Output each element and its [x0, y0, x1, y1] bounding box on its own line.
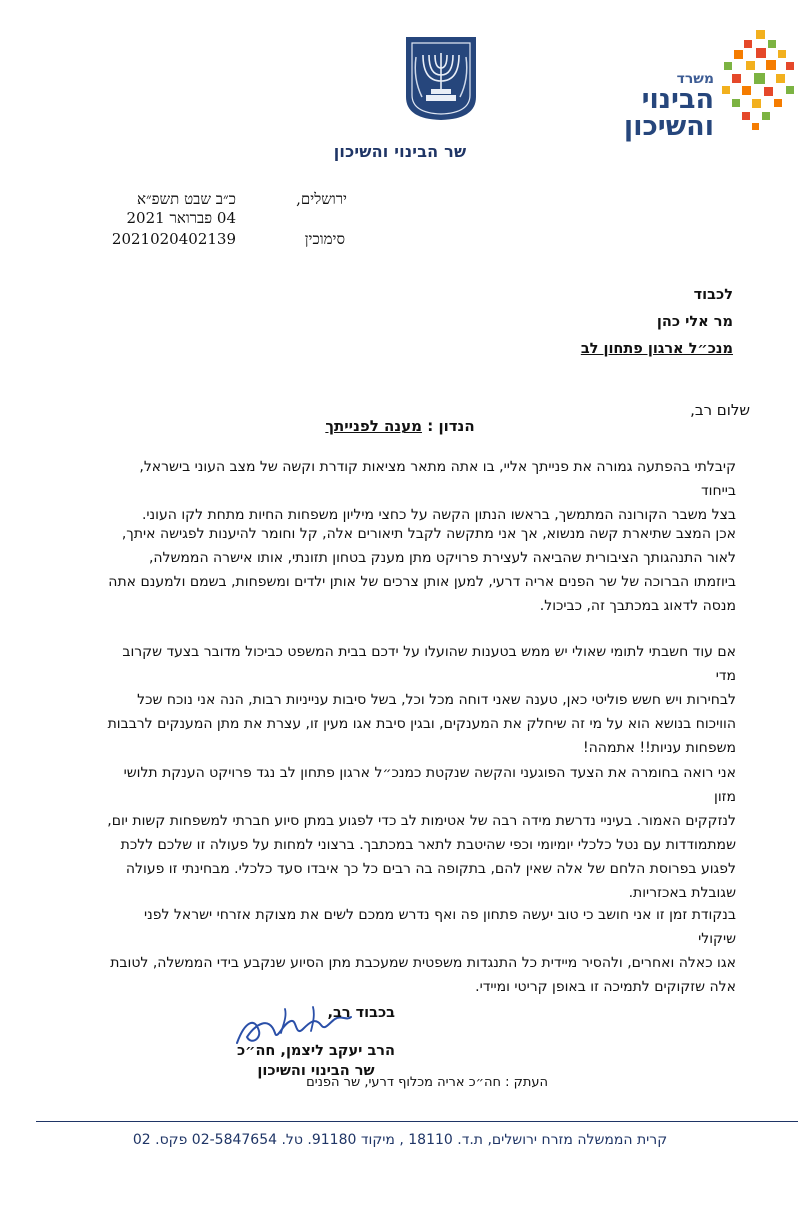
- paragraph-line: שמתמודדות עם נטל כלכלי יומיומי וכפי שהיטבת לתאר במכתבך. ברצוני למחות על פעולה זו שלכם ללכת: [120, 837, 736, 853]
- signer-name: הרב יעקב ליצמן, חה״כ: [236, 1043, 395, 1059]
- hebrew-date: כ״ב שבט תשפ״א: [136, 190, 236, 208]
- ministry-logo-dots-icon: [720, 28, 800, 132]
- paragraph-1: [106, 455, 736, 527]
- gregorian-date: 04 פברואר 2021: [126, 209, 236, 227]
- paragraph-4: [106, 761, 736, 905]
- paragraph-line: לפגוע בפרוסת הלחם של אלה שאין להם, בתקופה בה רבים כל כך איבדו סעד כלכלי. מבחינתי זו פעולה: [125, 861, 736, 877]
- paragraph-line: קיבלתי בהפתעה גמורה את פנייתך אליי, בו אתה מתאר מציאות קודרת וקשה של מצב העוני בישראל, בייחוד: [139, 459, 736, 499]
- reference-label: סימוכין: [304, 230, 345, 248]
- city-label: ירושלים,: [296, 190, 347, 208]
- reference-number: 2021020402139: [111, 230, 236, 248]
- paragraph-line: בנקודת זמן זו אני חושב כי טוב יעשה פתחון פה ואף נדרש ממכם לשים את מצוקת אזרחי ישראל לפני שיקולי: [144, 907, 736, 947]
- paragraph-2: [108, 522, 736, 618]
- subject-text: מענה לפנייתך: [325, 417, 422, 435]
- closing-regards: בכבוד רב,: [327, 1005, 395, 1021]
- ministry-logo: [612, 28, 800, 142]
- paragraph-line: מנסה לדאוג במכתבך זה, כביכול.: [539, 598, 736, 614]
- subject-line: [0, 417, 800, 435]
- menorah-emblem-icon: [404, 35, 478, 121]
- addressee-role: מנכ״ל ארגון פתחון לב: [580, 341, 733, 357]
- paragraph-line: אם עוד חשבתי לתומי שאולי יש ממש בטענות שהועלו על ידכם בבית המשפט כביכול מדובר בצעד שקרוב מדי: [122, 644, 736, 684]
- logo-line-2: הבינוי: [641, 84, 714, 115]
- paragraph-line: משפחות עניות!! אתמהה!: [583, 740, 736, 756]
- paragraph-line: אכן המצב שתיארת קשה מנשוא, אך אני מתקשה לקבל תיאורים אלה, קל וחומר להיענות לפגישה איתך,: [121, 526, 736, 542]
- paragraph-5: [106, 903, 736, 999]
- paragraph-line: הוויכוח בנושא הוא על מי זה שיחלק את המענקים, ובגין סיבת אגו מעין זו, עצרת את מתן המענקים לרבבות: [107, 716, 736, 732]
- paragraph-line: אגו כאלה ואחרים, ולהסיר מיידית כל התנגדות משפטית שמעכבת מתן הסיוע שנקבע בידי הממשלה, לטובת: [110, 955, 736, 971]
- footer-divider: [36, 1121, 798, 1122]
- paragraph-line: לבחירות ויש חשש פוליטי כאן, טענה שאני דוחה מכל וכל, בשל סיבות ענייניות רבות, הנה אני נוכח שכל: [137, 692, 736, 708]
- addressee-to: לכבוד: [693, 287, 733, 303]
- minister-title: שר הבינוי והשיכון: [333, 142, 467, 161]
- logo-line-1: משרד: [676, 71, 714, 87]
- logo-line-3: והשיכון: [623, 111, 714, 142]
- paragraph-line: ביוזמתו הברוכה של שר הפנים אריה דרעי, למען אותן צרכים של אותן ילדים ומשפחות, בשמם ולמענם אתה: [108, 574, 736, 590]
- greeting: שלום רב,: [690, 401, 750, 419]
- paragraph-line: שגובלת באכזריות.: [628, 885, 736, 901]
- paragraph-3: [106, 640, 736, 760]
- paragraph-line: בצל משבר הקורונה המתמשך, בראשו הנתון הקשה על כחצי מיליון משפחות החיות מתחת לקו העוני.: [141, 507, 736, 523]
- paragraph-line: לנזקקים האמור. בעיניי נדרשת מידה רבה של אטימות לב כדי לפגוע במתן סיוע חברתי למשפחות קשות יום,: [107, 813, 736, 829]
- addressee-name: מר אלי כהן: [656, 314, 733, 330]
- paragraph-line: אלה שזקוקים לתמיכה זו באופן קריטי ומיידי.: [475, 979, 736, 995]
- signer-title: שר הבינוי והשיכון: [257, 1063, 375, 1079]
- signature-block: [237, 1003, 395, 1081]
- subject-label: הנדון :: [427, 417, 475, 435]
- paragraph-line: אני רואה בחומרה את הצעד הפוגעני והקשה שנקטת כמנכ״ל ארגון פתחון לב נגד פרויקט הענקת תלושי מזון: [123, 765, 736, 805]
- paragraph-line: לאור התנהגותך הציבורית שהביאה לעצירת פרויקט מתן מענק בטחון תזונתי, אותו אישרה הממשלה,: [148, 550, 736, 566]
- cc-line: העתק : חה״כ אריה מכלוף דרעי, שר הפנים: [306, 1075, 548, 1090]
- footer-address: קרית הממשלה מזרח ירושלים, ת.ד. 18110 , מיקוד 91180. טל. 02-5847654 פקס. 02: [132, 1132, 668, 1148]
